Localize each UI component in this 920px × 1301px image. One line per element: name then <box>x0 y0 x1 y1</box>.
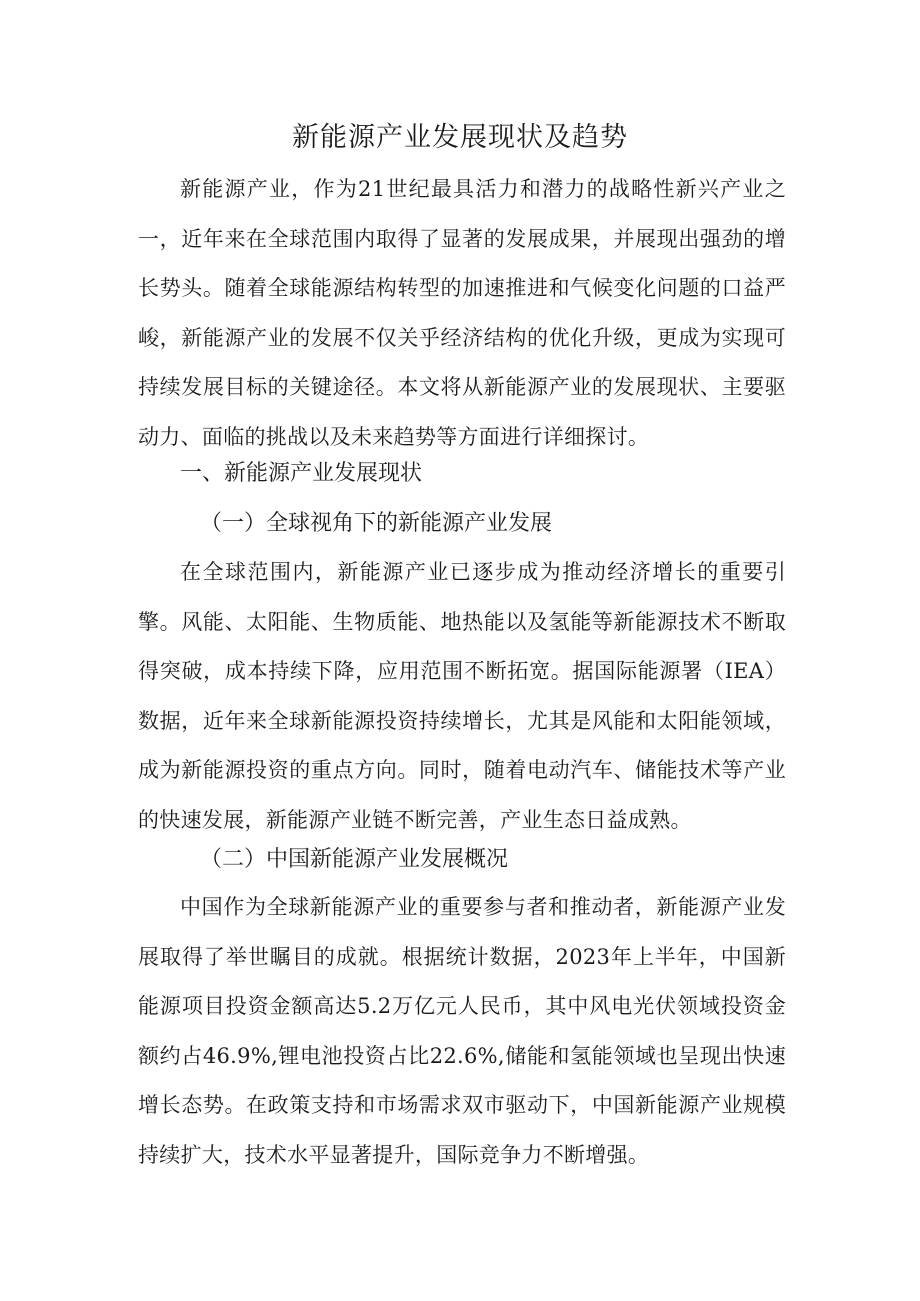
subsection-heading-global: （一）全球视角下的新能源产业发展 <box>200 511 553 536</box>
intro-paragraph: 新能源产业，作为21世纪最具活力和潜力的战略性新兴产业之一，近年来在全球范围内取得了显著的发展成果，并展现出强劲的增长势头。随着全球能源结构转型的加速推进和气候变化问题的口益严峻，新能源产业的发展不仅关乎经济结构的优化升级，更成为实现可持续发展目标的关键途径。本文将从新能源产业的发展现状、主要驱动力、面临的挑战以及未来趋势等方面进行详细探讨。 <box>138 177 786 449</box>
china-development-paragraph: 中国作为全球新能源产业的重要参与者和推动者，新能源产业发展取得了举世瞩目的成就。根据统计数据，2023年上半年，中国新能源项目投资金额高达5.2万亿元人民币，其中风电光伏领域投资金额约占46.9%,锂电池投资占比22.6%,储能和氢能领域也呈现出快速增长态势。在政策支持和市场需求双市驱动下，中国新能源产业规模持续扩大，技术水平显著提升，国际竞争力不断增强。 <box>138 895 786 1167</box>
global-development-paragraph: 在全球范围内，新能源产业已逐步成为推动经济增长的重要引擎。风能、太阳能、生物质能、地热能以及氢能等新能源技术不断取得突破，成本持续下降，应用范围不断拓宽。据国际能源署（IEA）数据，近年来全球新能源投资持续增长，尤其是风能和太阳能领域，成为新能源投资的重点方向。同时，随着电动汽车、储能技术等产业的快速发展，新能源产业链不断完善，产业生态日益成熟。 <box>138 560 786 832</box>
document-title: 新能源产业发展现状及趋势 <box>292 122 628 153</box>
subsection-heading-china: （二）中国新能源产业发展概况 <box>200 847 509 872</box>
section-heading-current-status: 一、新能源产业发展现状 <box>180 461 423 486</box>
